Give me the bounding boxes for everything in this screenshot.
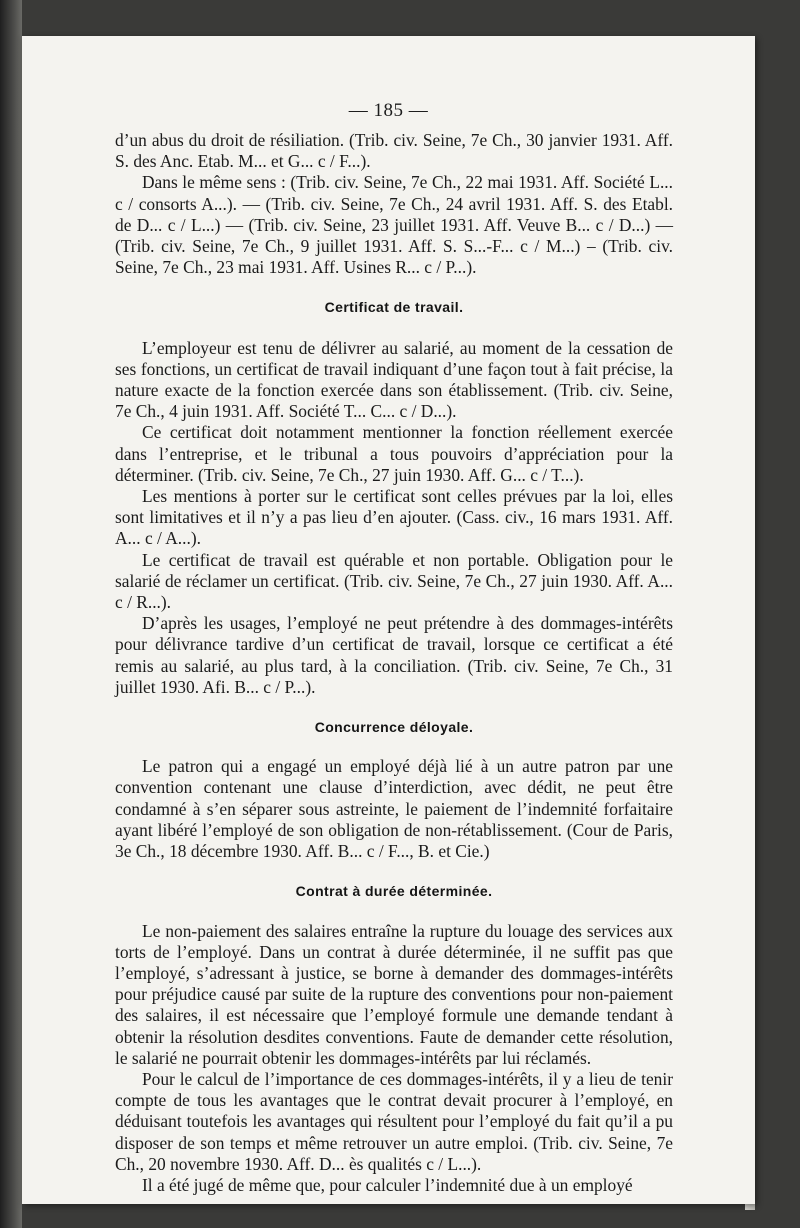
page-number: — 185 — <box>348 100 429 121</box>
paragraph-intro-1: d’un abus du droit de résiliation. (Trib. civ. Seine, 7e Ch., 30 janvier 1931. Aff. S. des Anc. Etab. M... et G... c / F...). <box>115 130 673 172</box>
paragraph-certificat-2: Ce certificat doit notamment mentionner la fonction réellement exercée dans l’entreprise, et le tribunal a tous pouvoirs d’appréciation pour la déterminer. (Trib. civ. Seine, 7e Ch., 27 juin 1930. Aff. G... c / T...). <box>115 422 673 485</box>
paragraph-certificat-1: L’employeur est tenu de délivrer au salarié, au moment de la cessation de ses fonctions, un certificat de travail indiquant d’une façon tout à fait précise, la nature exacte de la fonction exercée dans son établissement. (Trib. civ. Seine, 7e Ch., 4 juin 1931. Aff. Société T... C... c / D...). <box>115 337 673 422</box>
paragraph-contrat-1: Le non-paiement des salaires entraîne la rupture du louage des services aux torts de l’employé. Dans un contrat à durée déterminée, il ne suffit pas que l’employé, s’adressant à justice, se borne à demander des dommages-intérêts pour préjudice causé par suite de la rupture des conventions pour non-paiement des salaires, il est nécessaire que l’employé formule une demande tendant à obtenir la résolution desdites conventions. Faute de demander cette résolution, le salarié ne pourrait obtenir les dommages-intérêts par lui réclamés. <box>115 920 673 1068</box>
heading-certificat: Certificat de travail. <box>324 299 464 316</box>
page-text <box>115 130 673 1196</box>
paragraph-concurrence-1: Le patron qui a engagé un employé déjà lié à un autre patron par une convention contenant une clause d’interdiction, avec dédit, ne peut être condamné à s’en séparer sous astreinte, le paiement de l’indemnité forfaitaire ayant libéré l’employé de son obligation de non-rétablissement. (Cour de Paris, 3e Ch., 18 décembre 1930. Aff. B... c / F..., B. et Cie.) <box>115 756 673 862</box>
paragraph-contrat-2: Pour le calcul de l’importance de ces dommages-intérêts, il y a lieu de tenir compte de tous les avantages que le contrat devait procurer à l’employé, en déduisant toutefois les avantages qui résultent pour l’employé du fait qu’il a pu disposer de son temps et même retrouver un autre emploi. (Trib. civ. Seine, 7e Ch., 20 novembre 1930. Aff. D... ès qualités c / L...). <box>115 1068 673 1174</box>
heading-contrat: Contrat à durée déterminée. <box>295 883 493 900</box>
book-spine-shadow <box>0 0 22 1228</box>
paragraph-certificat-5: D’après les usages, l’employé ne peut prétendre à des dommages-intérêts pour délivrance tardive d’un certificat de travail, lorsque ce certificat a été remis au salarié, au plus tard, à la conciliation. (Trib. civ. Seine, 7e Ch., 31 juillet 1930. Afi. B... c / P...). <box>115 613 673 697</box>
heading-concurrence: Concurrence déloyale. <box>314 719 474 736</box>
paragraph-contrat-3: Il a été jugé de même que, pour calculer l’indemnité due à un employé <box>142 1174 633 1195</box>
paragraph-certificat-4: Le certificat de travail est quérable et non portable. Obligation pour le salarié de réclamer un certificat. (Trib. civ. Seine, 7e Ch., 27 juin 1930. Aff. A... c / R...). <box>115 549 673 613</box>
book-page <box>22 36 755 1204</box>
paragraph-certificat-3: Les mentions à porter sur le certificat sont celles prévues par la loi, elles sont limitatives et il n’y a pas lieu d’en ajouter. (Cass. civ., 16 mars 1931. Aff. A... c / A...). <box>115 486 673 549</box>
paragraph-intro-2: Dans le même sens : (Trib. civ. Seine, 7e Ch., 22 mai 1931. Aff. Société L... c / consorts A...). — (Trib. civ. Seine, 7e Ch., 24 avril 1931. Aff. S. des Etabl. de D... c / L...) — (Trib. civ. Seine, 23 juillet 1931. Aff. Veuve B... c / D...) — (Trib. civ. Seine, 7e Ch., 9 juillet 1931. Aff. S. S...-F... c / M...) – (Trib. civ. Seine, 7e Ch., 23 mai 1931. Aff. Usines R... c / P...). <box>115 172 673 278</box>
